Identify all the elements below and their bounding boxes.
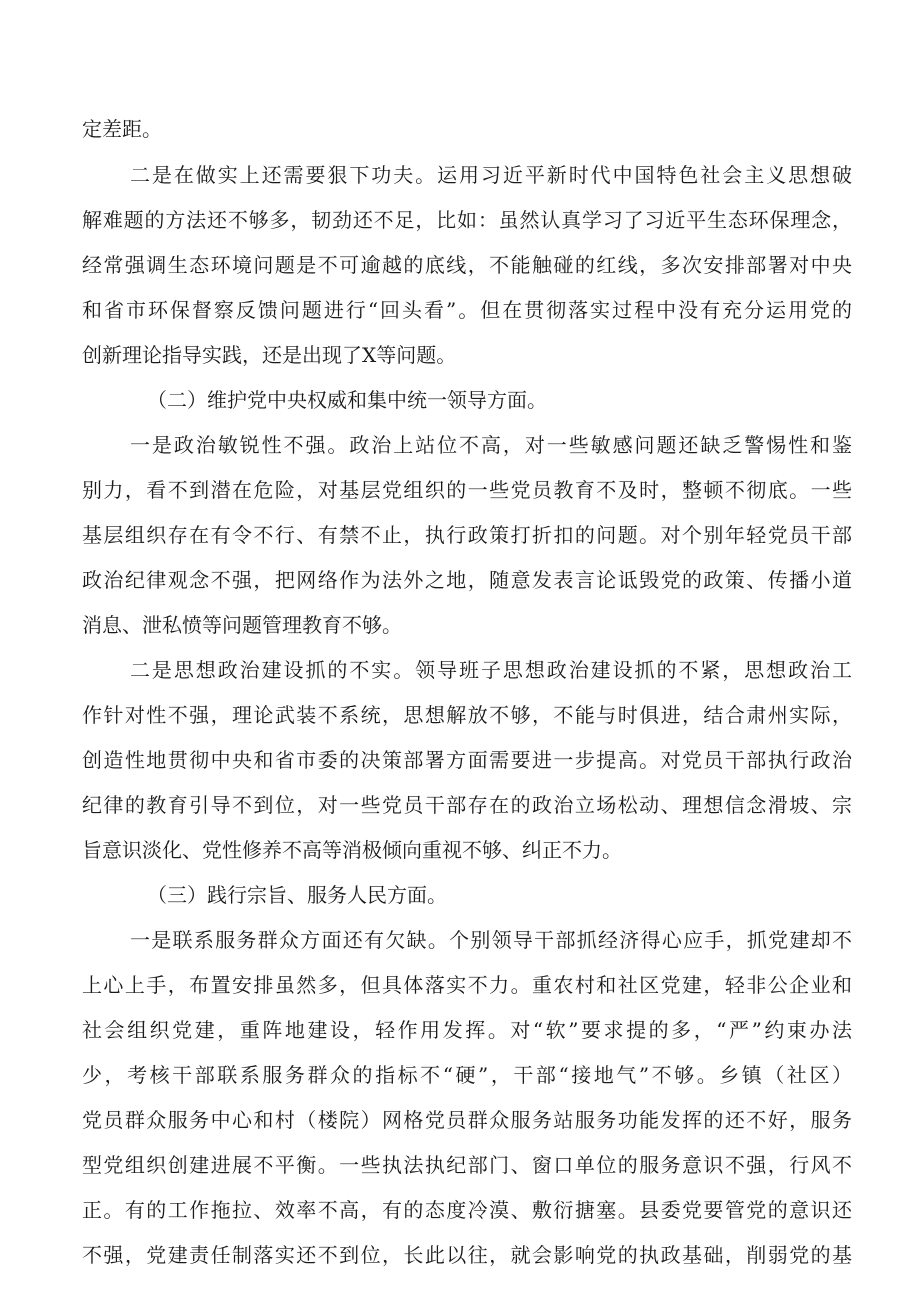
paragraph-line: 政治纪律观念不强，把网络作为法外之地，随意发表言论诋毁党的政策、传播小道 (82, 568, 852, 592)
paragraph-line: 创造性地贯彻中央和省市委的决策部署方面需要进一步提高。对党员干部执行政治 (82, 748, 852, 772)
paragraph-line: 二是思想政治建设抓的不实。领导班子思想政治建设抓的不紧，思想政治工 (130, 658, 852, 682)
paragraph-line: 党员群众服务中心和村（楼院）网格党员群众服务站服务功能发挥的还不好，服务 (82, 1108, 852, 1132)
section-heading: （二）维护党中央权威和集中统一领导方面。 (147, 388, 547, 412)
paragraph-line: 一是政治敏锐性不强。政治上站位不高，对一些敏感问题还缺乏警惕性和鉴 (130, 433, 852, 457)
paragraph-line: 创新理论指导实践，还是出现了X等问题。 (82, 343, 457, 367)
paragraph-line: 社会组织党建，重阵地建设，轻作用发挥。对“软”要求提的多，“严”约束办法 (82, 1018, 852, 1042)
paragraph-line: 上心上手，布置安排虽然多，但具体落实不力。重农村和社区党建，轻非公企业和 (82, 973, 852, 997)
paragraph-line: 纪律的教育引导不到位，对一些党员干部存在的政治立场松动、理想信念滑坡、宗 (82, 793, 852, 817)
paragraph-line: 正。有的工作拖拉、效率不高，有的态度冷漠、敷衍搪塞。县委党要管党的意识还 (82, 1198, 852, 1222)
paragraph-line: 一是联系服务群众方面还有欠缺。个别领导干部抓经济得心应手，抓党建却不 (130, 928, 852, 952)
paragraph-line: 定差距。 (82, 117, 162, 141)
paragraph-line: 解难题的方法还不够多，韧劲还不足，比如：虽然认真学习了习近平生态环保理念， (82, 208, 852, 232)
paragraph-line: 消息、泄私愤等问题管理教育不够。 (82, 613, 402, 637)
paragraph-line: 不强，党建责任制落实还不到位，长此以往，就会影响党的执政基础，削弱党的基 (82, 1243, 852, 1267)
paragraph-line: 旨意识淡化、党性修养不高等消极倾向重视不够、纠正不力。 (82, 838, 622, 862)
paragraph-line: 和省市环保督察反馈问题进行“回头看”。但在贯彻落实过程中没有充分运用党的 (82, 298, 852, 322)
paragraph-line: 二是在做实上还需要狠下功夫。运用习近平新时代中国特色社会主义思想破 (130, 163, 852, 187)
section-heading: （三）践行宗旨、服务人民方面。 (147, 883, 447, 907)
paragraph-line: 少，考核干部联系服务群众的指标不“硬”，干部“接地气”不够。乡镇（社区） (82, 1063, 852, 1087)
paragraph-line: 型党组织创建进展不平衡。一些执法执纪部门、窗口单位的服务意识不强，行风不 (82, 1153, 852, 1177)
paragraph-line: 作针对性不强，理论武装不系统，思想解放不够，不能与时俱进，结合肃州实际， (82, 703, 852, 727)
paragraph-line: 基层组织存在有令不行、有禁不止，执行政策打折扣的问题。对个别年轻党员干部 (82, 523, 852, 547)
paragraph-line: 别力，看不到潜在危险，对基层党组织的一些党员教育不及时，整顿不彻底。一些 (82, 478, 852, 502)
paragraph-line: 经常强调生态环境问题是不可逾越的底线，不能触碰的红线，多次安排部署对中央 (82, 253, 852, 277)
